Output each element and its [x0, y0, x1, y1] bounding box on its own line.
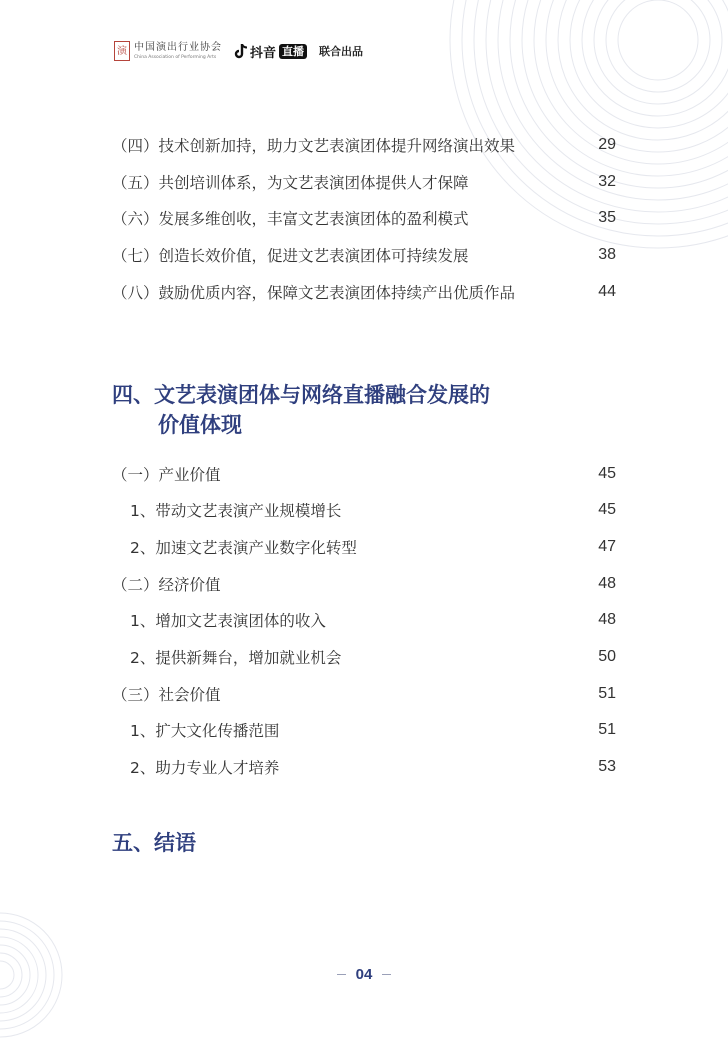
toc-entry-page: 35	[598, 209, 616, 226]
toc-entry	[130, 608, 616, 632]
toc-entry-label: 1、带动文艺表演产业规模增长	[130, 502, 342, 520]
toc-entry-page: 50	[598, 648, 616, 665]
toc-entry	[112, 682, 616, 706]
toc-entry-label: （四）技术创新加持，助力文艺表演团体提升网络演出效果	[112, 137, 516, 155]
toc-entry-label: （八）鼓励优质内容，保障文艺表演团体持续产出优质作品	[112, 284, 516, 302]
toc-entry-page: 32	[598, 173, 616, 190]
footer-dash-right	[382, 974, 391, 975]
section-5-heading: 五、结语	[112, 831, 196, 855]
toc-entry	[112, 206, 616, 230]
toc-entry-page: 48	[598, 611, 616, 628]
joint-production-label: 联合出品	[319, 45, 364, 58]
section-4-heading: 四、文艺表演团体与网络直播融合发展的	[112, 383, 490, 407]
toc-entry-page: 38	[598, 246, 616, 263]
toc-entry	[112, 133, 616, 157]
toc-entry-page: 51	[598, 721, 616, 738]
toc-entry-page: 44	[598, 283, 616, 300]
toc-entry-label: 1、扩大文化传播范围	[130, 722, 280, 740]
association-name	[134, 42, 222, 61]
toc-entry-label: 1、增加文艺表演团体的收入	[130, 612, 326, 630]
association-name-cn: 中国演出行业协会	[134, 41, 222, 53]
toc-entry	[112, 572, 616, 596]
toc-entry-page: 48	[598, 575, 616, 592]
douyin-note-icon	[234, 43, 248, 59]
page-number: 04	[355, 966, 373, 983]
toc-entry	[112, 280, 616, 304]
association-name-en: China Association of Performing Arts	[134, 54, 217, 60]
toc-entry-label: （三）社会价值	[112, 686, 221, 704]
douyin-live-logo	[234, 42, 307, 61]
footer-dash-left	[337, 974, 346, 975]
toc-entry	[130, 535, 616, 559]
live-badge: 直播	[279, 44, 307, 59]
toc-entry-page: 29	[598, 136, 616, 153]
toc-entry-label: 2、助力专业人才培养	[130, 759, 280, 777]
toc-entry	[112, 243, 616, 267]
toc-entry-page: 51	[598, 685, 616, 702]
toc-entry	[112, 170, 616, 194]
toc-entry-label: （五）共创培训体系，为文艺表演团体提供人才保障	[112, 174, 469, 192]
toc-entry	[130, 498, 616, 522]
toc-entry-label: 2、加速文艺表演产业数字化转型	[130, 539, 357, 557]
association-seal-logo: 演	[114, 41, 130, 61]
douyin-name: 抖音	[250, 45, 277, 61]
toc-entry	[112, 462, 616, 486]
toc-entry-page: 45	[598, 465, 616, 482]
toc-entry-label: （二）经济价值	[112, 576, 221, 594]
toc-entry-label: （一）产业价值	[112, 466, 221, 484]
toc-entry	[130, 718, 616, 742]
toc-entry-label: （七）创造长效价值，促进文艺表演团体可持续发展	[112, 247, 469, 265]
header-logos	[114, 36, 363, 66]
toc-entry-page: 47	[598, 538, 616, 555]
toc-entry	[130, 755, 616, 779]
toc-entry-page: 45	[598, 501, 616, 518]
toc-entry	[130, 645, 616, 669]
toc-entry-label: 2、提供新舞台，增加就业机会	[130, 649, 342, 667]
page-number-footer	[0, 964, 728, 988]
section-4-heading-line2: 价值体现	[158, 413, 242, 437]
toc-entry-label: （六）发展多维创收，丰富文艺表演团体的盈利模式	[112, 210, 469, 228]
toc-entry-page: 53	[598, 758, 616, 775]
